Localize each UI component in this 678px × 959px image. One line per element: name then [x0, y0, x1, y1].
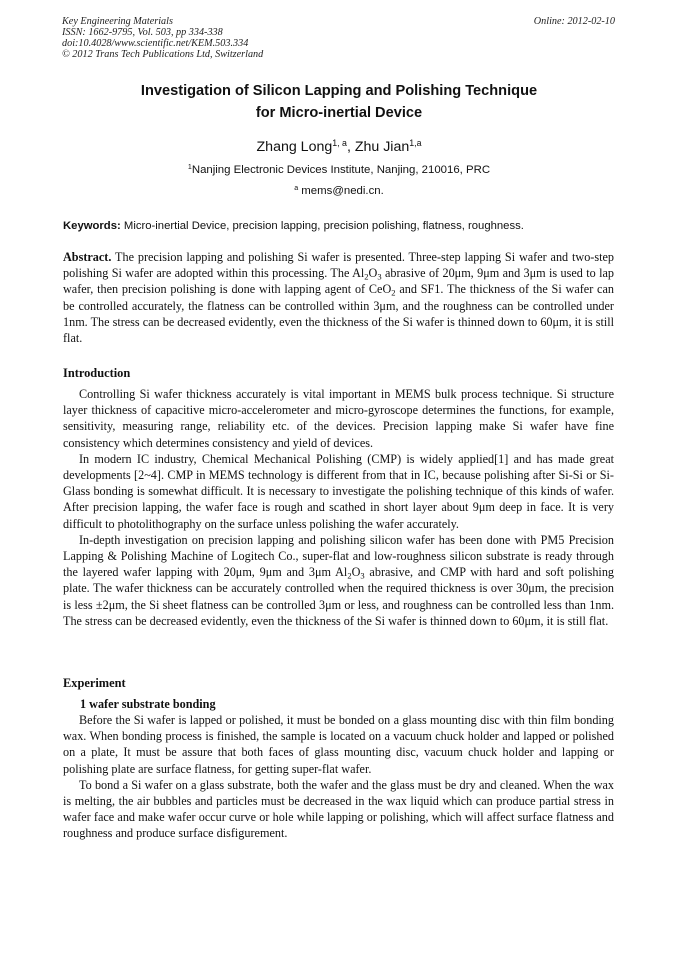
author-affiliation-mark: 1,a	[409, 138, 422, 149]
paragraph: In modern IC industry, Chemical Mechanical Polishing (CMP) is widely applied[1] and has made great developments [2~4]. CMP in MEMS technology is different from that in IC, because polishing after Si-Si or Si-Glass bonding is somewhat difficult. It is necessary to investigate the polishing technique of this kinds of wafer. After precision lapping, the wafer face is rough and scathed in short layer about 9μm deep in face. It is very difficult to photolithography on the surface unless polishing the wafer accurately.	[63, 451, 614, 531]
paragraph-text: O	[351, 565, 361, 580]
experiment-body	[63, 712, 614, 842]
title-line-1: Investigation of Silicon Lapping and Polishing Technique	[140, 83, 538, 99]
paragraph: Controlling Si wafer thickness accurately is vital important in MEMS bulk process technique. Si structure layer thickness of capacitive micro-accelerometer and micro-gyroscope determines the functions, for example, sensitivity, measuring range, reliability etc. of the devices. Precision lapping make Si wafer have fine consistency which determines consistency and yield of devices.	[63, 387, 614, 450]
section-heading-experiment: Experiment	[63, 676, 126, 690]
email-address[interactable]: mems@nedi.cn.	[298, 185, 384, 197]
abstract-text: abrasive of 20μm, 9μm and 3μm is used to lap wafer, then precision polishing is done with lapping agent of CeO	[63, 266, 614, 297]
keywords	[63, 219, 623, 234]
subscript: 3	[377, 271, 382, 282]
keywords-text: Micro-inertial Device, precision lapping, precision polishing, flatness, roughness.	[120, 220, 524, 232]
subscript: 3	[360, 570, 365, 581]
doi-line: doi:10.4028/www.scientific.net/KEM.503.334	[62, 38, 249, 49]
keywords-label: Keywords:	[63, 220, 121, 232]
journal-header	[62, 16, 263, 60]
section-heading-introduction: Introduction	[63, 366, 131, 380]
affiliation-text: Nanjing Electronic Devices Institute, Nanjing, 210016, PRC	[191, 164, 491, 176]
paragraph-text: abrasive, and CMP with hard and soft polishing plate. The wafer thickness can be accurately controlled when the required thickness is over 30μm, the precision is less ±2μm, the Si sheet flatness can be controlled 3μm or less, and roughness can be controlled less than 1nm. The stress can be decreased evidently, even the thickness of the Si wafer is thinned down to 60μm, it is still flat.	[63, 565, 615, 628]
email-line	[0, 184, 678, 199]
subscript: 2	[347, 570, 352, 581]
subsection-heading: 1 wafer substrate bonding	[80, 697, 216, 711]
affiliation	[0, 163, 678, 178]
author-name: Zhang Long	[256, 139, 333, 155]
paragraph-text: In-depth investigation on precision lapping and polishing silicon wafer has been done with PM5 Precision Lapping & Polishing Machine of Logitech Co., super-flat and low-roughness silicon substrate is ready through the layered wafer lapping with 20μm, 9μm and 3μm Al	[63, 532, 614, 580]
author-list	[0, 138, 678, 156]
paragraph	[63, 532, 614, 629]
issn-line: ISSN: 1662-9795, Vol. 503, pp 334-338	[62, 27, 223, 38]
paragraph: Before the Si wafer is lapped or polished, it must be bonded on a glass mounting disc with thin film bonding wax. When bonding process is finished, the sample is located on a vacuum chuck holder and lapped or polished on a plate, It must be assure that both faces of glass mounting disc, vacuum chuck holder and lapping or polishing plate are surface flatness, for getting super-flat wafer.	[63, 713, 614, 776]
email-mark: a	[294, 185, 299, 193]
author-affiliation-mark: 1, a	[332, 138, 347, 149]
author-separator: ,	[346, 139, 355, 155]
author-name: Zhu Jian	[354, 139, 410, 155]
journal-name: Key Engineering Materials	[62, 16, 173, 27]
title-line-2: for Micro-inertial Device	[255, 105, 423, 121]
subscript: 2	[364, 271, 369, 282]
paper-title	[0, 80, 678, 124]
online-date: Online: 2012-02-10	[533, 16, 615, 27]
abstract-text: O	[368, 266, 378, 281]
abstract-text: The precision lapping and polishing Si wafer is presented. Three-step lapping Si wafer and two-step polishing Si wafer are adopted within this processing. The Al	[63, 250, 614, 281]
introduction-body	[63, 386, 614, 629]
affiliation-mark: 1	[187, 164, 192, 172]
abstract	[63, 249, 614, 346]
abstract-label: Abstract.	[63, 250, 112, 264]
paragraph: To bond a Si wafer on a glass substrate, both the wafer and the glass must be dry and cleaned. When the wax is melting, the air bubbles and particles must be decreased in the wax liquid which can produce partial stress in wafer face and make wafer occur curve or hole while lapping or polishing, which will affect surface flatness and roughness and produce surface disfigurement.	[63, 777, 614, 841]
subscript: 2	[391, 287, 396, 298]
copyright-line: © 2012 Trans Tech Publications Ltd, Switzerland	[62, 49, 264, 60]
abstract-text: and SF1. The thickness of the Si wafer can be controlled accurately, the flatness can be controlled within 3μm, and the roughness can be controlled under 1nm. The stress can be decreased evidently, even the thickness of the Si wafer is thinned down to 60μm, it is still flat.	[63, 282, 614, 346]
